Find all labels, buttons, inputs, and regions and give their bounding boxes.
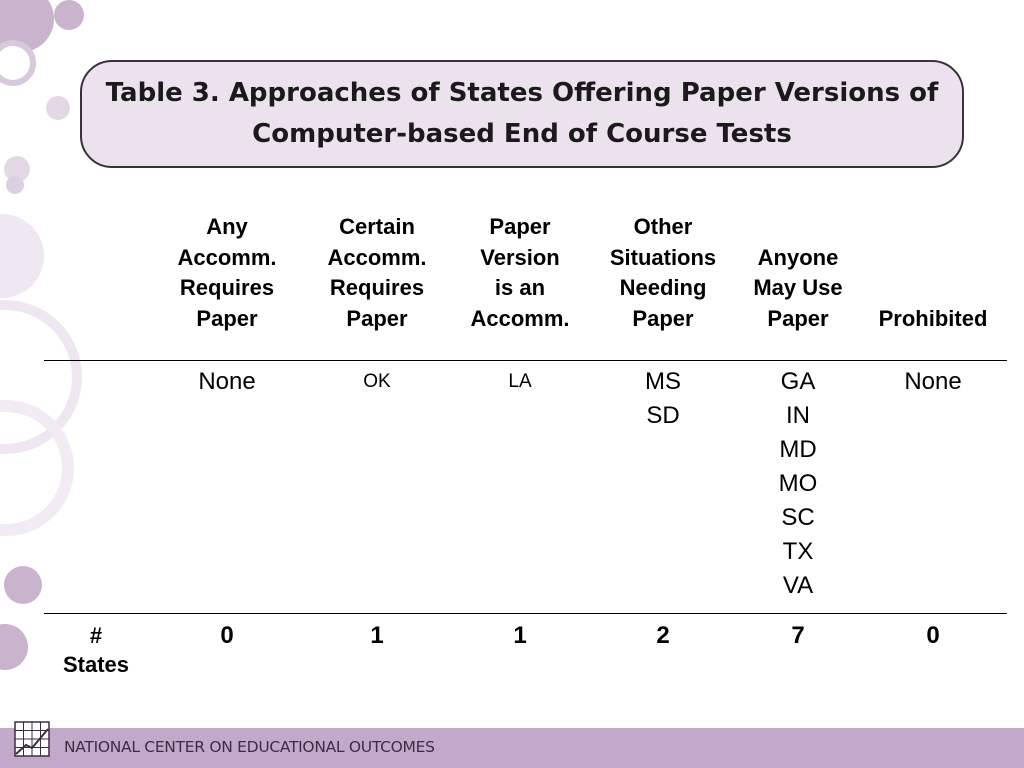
state-value: OK (363, 371, 391, 392)
row-label-line: # (89, 623, 103, 648)
header-line: Accomm. (470, 305, 570, 331)
header-line: Prohibited (878, 305, 988, 331)
decorative-circle (6, 176, 24, 194)
title-line-2: Computer-based End of Course Tests (252, 119, 792, 149)
state-value: MO (778, 470, 818, 497)
state-value: IN (786, 402, 810, 429)
column-header-paper-version (445, 212, 595, 334)
grid-logo-icon (14, 721, 50, 757)
decorative-circle (54, 0, 84, 30)
column-header-anyone (723, 212, 873, 334)
header-line: Needing (619, 275, 707, 300)
cell-any-accomm (152, 365, 302, 399)
decorative-circle (46, 96, 70, 120)
header-line: Paper (346, 305, 408, 331)
column-header-prohibited (858, 212, 1008, 334)
state-value: VA (782, 572, 814, 599)
header-line: Other (633, 214, 693, 239)
title-line-1: Table 3. Approaches of States Offering Paper Versions of (105, 78, 939, 108)
header-line: Requires (179, 275, 275, 300)
title-box (80, 60, 964, 168)
state-value: None (904, 368, 962, 395)
count-other-situations: 2 (656, 622, 670, 649)
state-value: SC (781, 504, 815, 531)
header-line: Paper (196, 305, 258, 331)
header-line: Paper (489, 214, 551, 239)
count-anyone: 7 (791, 622, 805, 649)
column-header-other-situations (588, 212, 738, 334)
header-line: Requires (329, 275, 425, 300)
state-value: MS (645, 368, 681, 395)
header-line: is an (494, 275, 546, 300)
header-line: Any (206, 214, 248, 239)
header-line: Situations (609, 244, 717, 270)
header-line: Accomm. (327, 244, 427, 270)
state-value: MD (779, 436, 817, 463)
cell-paper-version (445, 365, 595, 399)
state-value: LA (508, 371, 532, 392)
decorative-circle (0, 214, 44, 298)
footer-org-name: NATIONAL CENTER ON EDUCATIONAL OUTCOMES (64, 738, 435, 756)
column-header-any-accomm (152, 212, 302, 334)
cell-prohibited (858, 365, 1008, 399)
count-paper-version: 1 (513, 622, 527, 649)
cell-other-situations (588, 365, 738, 433)
header-line: Anyone (757, 244, 839, 270)
state-value: GA (780, 368, 816, 395)
decorative-circle (4, 566, 42, 604)
header-line: Accomm. (177, 244, 277, 270)
decorative-circle (0, 624, 28, 670)
cell-anyone (723, 365, 873, 603)
count-prohibited: 0 (926, 622, 940, 649)
count-any-accomm: 0 (220, 622, 234, 649)
table-rule-top (44, 360, 1007, 361)
cell-certain-accomm (302, 365, 452, 399)
state-value: SD (646, 402, 680, 429)
header-line: May Use (753, 275, 843, 300)
row-label-states (36, 621, 156, 679)
header-line: Certain (339, 214, 415, 239)
row-label-line: States (62, 652, 130, 677)
table-rule-bottom (44, 613, 1007, 614)
header-line: Version (480, 244, 560, 270)
state-value: None (198, 368, 256, 395)
count-certain-accomm: 1 (370, 622, 384, 649)
column-header-certain-accomm (302, 212, 452, 334)
state-value: TX (782, 538, 814, 565)
header-line: Paper (767, 305, 829, 331)
header-line: Paper (632, 305, 694, 331)
